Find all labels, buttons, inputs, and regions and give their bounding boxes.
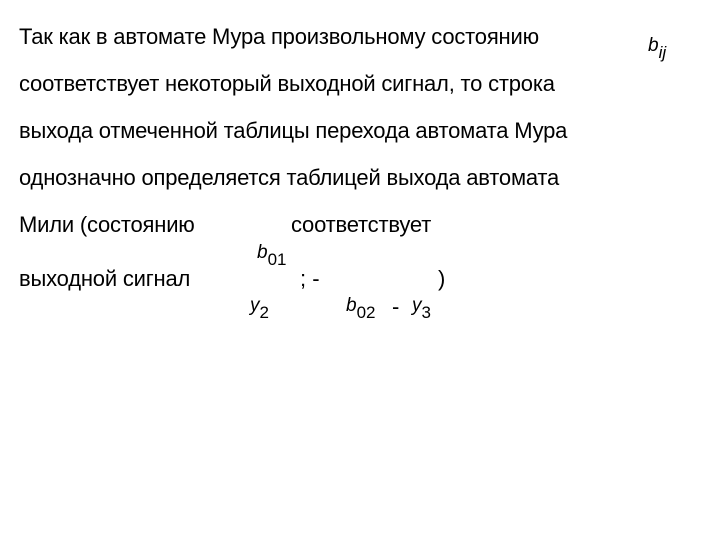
text-line-6-start: выходной сигнал [19, 266, 191, 291]
formula-b-01-base: b [257, 242, 268, 263]
separator-semicolon-dash: ; - [300, 266, 320, 291]
formula-dash: - [392, 294, 400, 319]
text-line-1: Так как в автомате Мура произвольному состоянию [19, 24, 539, 49]
text-line-3: выхода отмеченной таблицы перехода автомата Мура [19, 118, 568, 143]
formula-y-3-base: y [412, 295, 422, 316]
formula-b-01 [257, 242, 287, 269]
formula-y-2 [250, 295, 269, 322]
text-line-5-end: соответствует [291, 212, 432, 237]
formula-b-ij-sub: ij [658, 43, 667, 62]
text-line-5-start: Мили (состоянию [19, 212, 195, 237]
formula-b-ij [648, 35, 667, 62]
text-line-4: однозначно определяется таблицей выхода автомата [19, 165, 560, 190]
formula-b-ij-base: b [648, 35, 659, 56]
formula-y-2-base: y [250, 295, 260, 316]
formula-b-01-sub: 01 [267, 250, 287, 269]
formula-y-2-sub: 2 [259, 303, 269, 322]
formula-b-02-sub: 02 [356, 303, 376, 322]
formula-b-02 [346, 295, 376, 322]
formula-y-3-sub: 3 [421, 303, 431, 322]
text-line-2: соответствует некоторый выходной сигнал, то строка [19, 71, 555, 96]
closing-parenthesis: ) [438, 266, 446, 291]
formula-y-3 [412, 295, 431, 322]
formula-b-02-base: b [346, 295, 357, 316]
